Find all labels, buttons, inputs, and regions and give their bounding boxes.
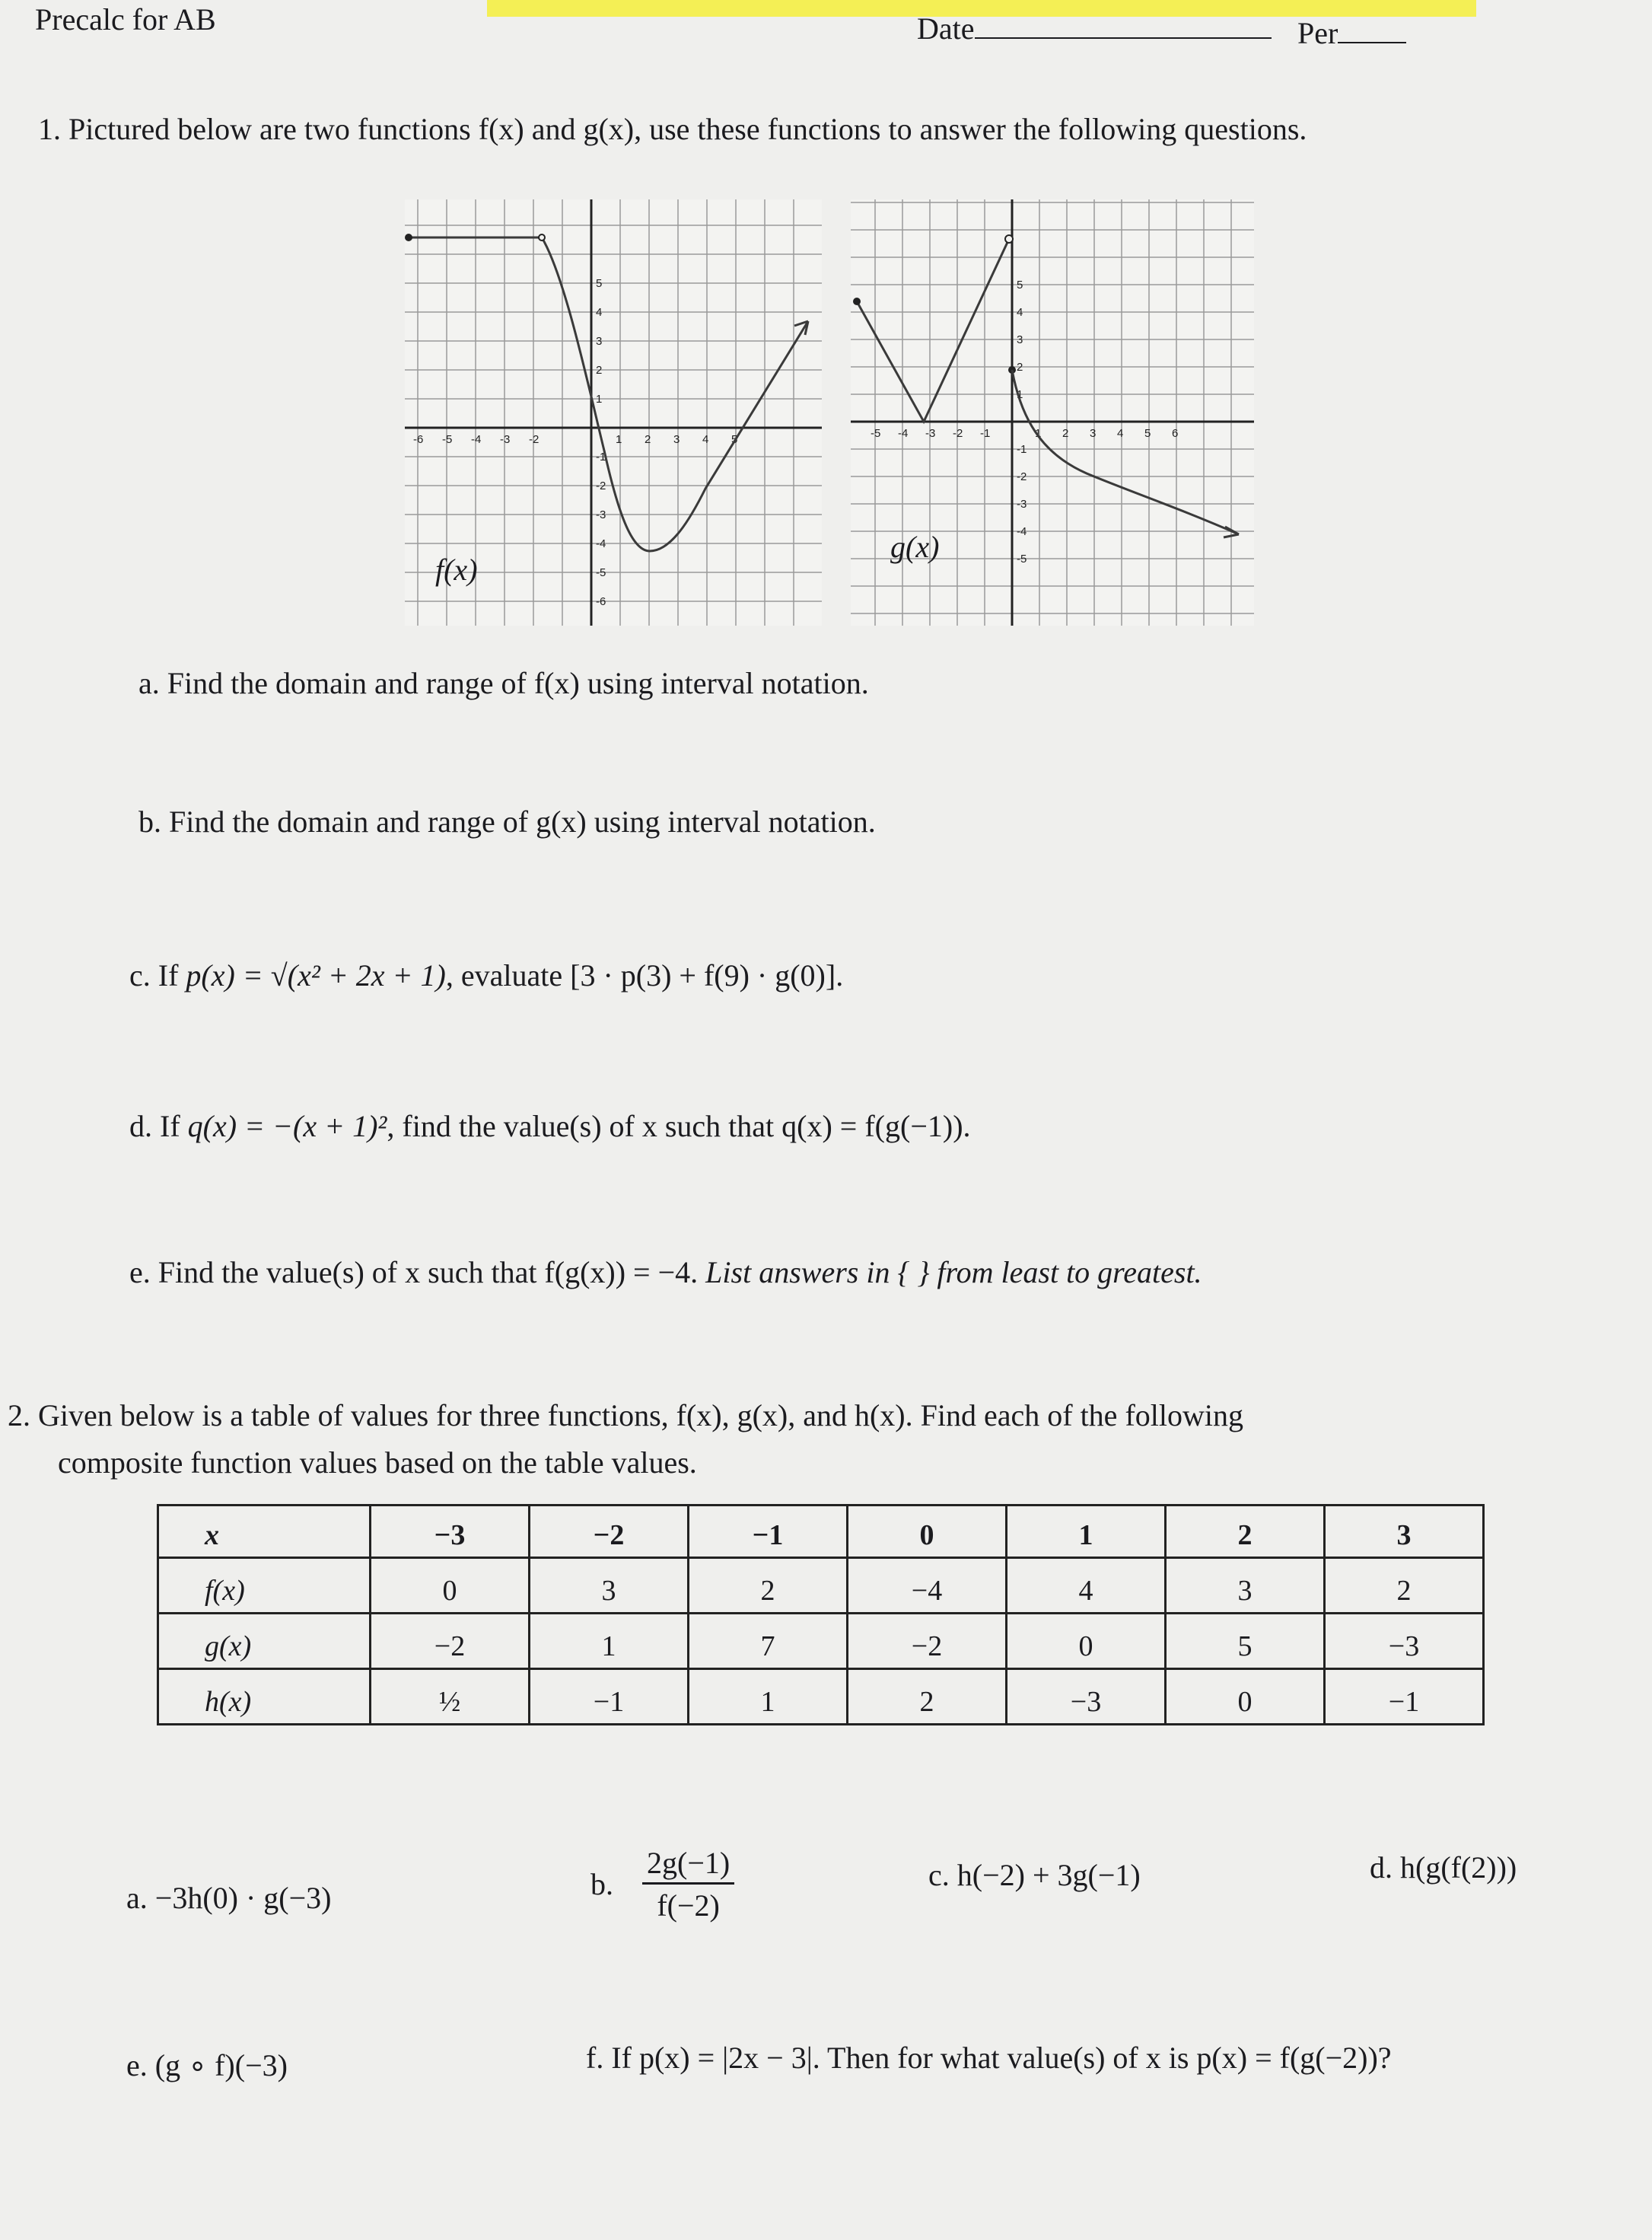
q1-d-function: q(x) = −(x + 1)² bbox=[187, 1109, 387, 1143]
table-row bbox=[158, 1614, 1484, 1669]
table-row-label: f(x) bbox=[158, 1558, 371, 1614]
q2-prompt-line1 bbox=[8, 1397, 1243, 1433]
y-tick-label: -5 bbox=[1017, 553, 1027, 566]
table-cell: 0 bbox=[1007, 1614, 1166, 1669]
x-tick-label: 5 bbox=[1144, 427, 1151, 440]
table-cell: −1 bbox=[530, 1669, 689, 1725]
y-tick-label: -3 bbox=[596, 508, 606, 521]
table-cell: 0 bbox=[1166, 1669, 1325, 1725]
x-tick-label: 2 bbox=[645, 433, 651, 446]
y-tick-label: 3 bbox=[1017, 333, 1023, 346]
x-tick-label: -1 bbox=[980, 427, 991, 440]
f-corner-point bbox=[539, 234, 545, 241]
table-header-x: x bbox=[158, 1506, 371, 1558]
table-cell: 5 bbox=[1166, 1614, 1325, 1669]
table-cell: 7 bbox=[689, 1614, 848, 1669]
table-cell: −1 bbox=[1325, 1669, 1484, 1725]
table-cell: 4 bbox=[1007, 1558, 1166, 1614]
table-cell: −4 bbox=[848, 1558, 1007, 1614]
q2-b-fraction bbox=[642, 1845, 734, 1923]
table-header-cell: −3 bbox=[371, 1506, 530, 1558]
table-row bbox=[158, 1558, 1484, 1614]
table-row-label: h(x) bbox=[158, 1669, 371, 1725]
y-tick-label: 5 bbox=[1017, 279, 1023, 292]
x-tick-label: -3 bbox=[500, 433, 511, 446]
date-label: Date bbox=[917, 11, 975, 46]
graph-g bbox=[851, 199, 1254, 626]
q1-e-main: e. Find the value(s) of x such that f(g(x)) = −4. bbox=[129, 1255, 699, 1289]
q2-b-denominator: f(−2) bbox=[657, 1888, 720, 1923]
values-table-body bbox=[158, 1506, 1484, 1725]
table-header-cell: 3 bbox=[1325, 1506, 1484, 1558]
y-tick-label: 2 bbox=[596, 364, 603, 377]
q1-part-b: b. Find the domain and range of g(x) using interval notation. bbox=[138, 805, 876, 839]
q1-part-a: a. Find the domain and range of f(x) using interval notation. bbox=[138, 666, 869, 700]
f-curve bbox=[409, 237, 808, 551]
values-table bbox=[157, 1504, 1485, 1725]
table-cell: −3 bbox=[1007, 1669, 1166, 1725]
y-tick-label: -6 bbox=[596, 595, 606, 608]
table-header-cell: 0 bbox=[848, 1506, 1007, 1558]
table-header-row bbox=[158, 1506, 1484, 1558]
table-cell: −3 bbox=[1325, 1614, 1484, 1669]
graph-f bbox=[405, 199, 822, 626]
y-tick-label: 4 bbox=[1017, 306, 1023, 319]
table-cell: 2 bbox=[689, 1558, 848, 1614]
q2-part-b bbox=[590, 1845, 734, 1923]
q1-c-evaluate: , evaluate [3 · p(3) + f(9) · g(0)]. bbox=[445, 958, 844, 993]
table-cell: −2 bbox=[848, 1614, 1007, 1669]
q2-part-a: a. −3h(0) · g(−3) bbox=[126, 1881, 332, 1915]
table-header-cell: 1 bbox=[1007, 1506, 1166, 1558]
q1-number: 1. bbox=[38, 112, 61, 146]
y-tick-label: 4 bbox=[596, 306, 603, 319]
x-tick-label: -3 bbox=[925, 427, 936, 440]
graph-f-label: f(x) bbox=[435, 553, 478, 587]
x-tick-label: -2 bbox=[953, 427, 963, 440]
y-tick-label: -2 bbox=[1017, 470, 1027, 483]
table-cell: 3 bbox=[530, 1558, 689, 1614]
q2-number: 2. bbox=[8, 1398, 30, 1432]
x-tick-label: 4 bbox=[702, 433, 709, 446]
date-field[interactable] bbox=[917, 11, 1272, 46]
q1-prompt-text: Pictured below are two functions f(x) and g(x), use these functions to answer the following questions. bbox=[68, 112, 1307, 146]
f-left-endpoint bbox=[405, 234, 412, 241]
x-tick-label: 1 bbox=[616, 433, 622, 446]
y-tick-label: 2 bbox=[1017, 361, 1023, 374]
y-tick-label: -5 bbox=[596, 566, 606, 579]
y-tick-label: -4 bbox=[1017, 525, 1027, 538]
q2-part-f: f. If p(x) = |2x − 3|. Then for what value(s) of x is p(x) = f(g(−2))? bbox=[586, 2041, 1392, 2075]
y-tick-label: -4 bbox=[596, 537, 606, 550]
x-tick-label: -4 bbox=[471, 433, 482, 446]
x-tick-label: 6 bbox=[1172, 427, 1179, 440]
q1-c-function: p(x) = √(x² + 2x + 1) bbox=[186, 958, 446, 993]
q1-d-prefix: d. If bbox=[129, 1109, 180, 1143]
q1-c-prefix: c. If bbox=[129, 958, 179, 993]
q1-part-e bbox=[129, 1254, 1202, 1290]
course-title: Precalc for AB bbox=[35, 2, 216, 37]
table-row-label: g(x) bbox=[158, 1614, 371, 1669]
x-tick-label: 3 bbox=[1090, 427, 1097, 440]
table-cell: 1 bbox=[530, 1614, 689, 1669]
table-cell: 1 bbox=[689, 1669, 848, 1725]
y-tick-label: -3 bbox=[1017, 498, 1027, 511]
q2-prompt-text-1: Given below is a table of values for three functions, f(x), g(x), and h(x). Find each of the following bbox=[38, 1398, 1243, 1432]
x-tick-label: -2 bbox=[529, 433, 540, 446]
q2-b-label: b. bbox=[590, 1867, 613, 1901]
q1-part-d bbox=[129, 1108, 971, 1144]
table-cell: 2 bbox=[848, 1669, 1007, 1725]
x-tick-label: -5 bbox=[871, 427, 881, 440]
period-label: Per bbox=[1297, 16, 1338, 50]
x-tick-label: 5 bbox=[731, 433, 738, 446]
table-header-cell: −2 bbox=[530, 1506, 689, 1558]
x-tick-label: 2 bbox=[1062, 427, 1069, 440]
q1-prompt bbox=[38, 111, 1307, 147]
y-tick-label: 3 bbox=[596, 335, 603, 348]
q2-part-d: d. h(g(f(2))) bbox=[1370, 1850, 1517, 1885]
table-header-cell: −1 bbox=[689, 1506, 848, 1558]
table-cell: 3 bbox=[1166, 1558, 1325, 1614]
x-tick-label: 1 bbox=[1035, 427, 1042, 440]
q2-part-c: c. h(−2) + 3g(−1) bbox=[928, 1858, 1141, 1892]
g-open-point-top bbox=[1005, 235, 1013, 243]
q1-e-note: List answers in { } from least to greatest. bbox=[705, 1255, 1202, 1289]
graph-g-svg bbox=[851, 199, 1254, 626]
q2-b-numerator: 2g(−1) bbox=[642, 1845, 734, 1885]
x-tick-label: 3 bbox=[673, 433, 680, 446]
g-left-endpoint bbox=[853, 298, 861, 305]
table-cell: 2 bbox=[1325, 1558, 1484, 1614]
q1-part-c bbox=[129, 957, 843, 993]
table-cell: ½ bbox=[371, 1669, 530, 1725]
x-tick-label: -6 bbox=[413, 433, 424, 446]
graph-f-svg bbox=[405, 199, 822, 626]
table-cell: −2 bbox=[371, 1614, 530, 1669]
y-tick-label: -1 bbox=[1017, 443, 1027, 456]
y-tick-label: -1 bbox=[596, 451, 606, 464]
y-tick-label: 5 bbox=[596, 277, 603, 290]
x-tick-label: -5 bbox=[442, 433, 453, 446]
table-cell: 0 bbox=[371, 1558, 530, 1614]
x-tick-label: -4 bbox=[898, 427, 909, 440]
date-blank[interactable] bbox=[975, 37, 1272, 39]
table-row bbox=[158, 1669, 1484, 1725]
period-field[interactable] bbox=[1297, 15, 1406, 51]
period-blank[interactable] bbox=[1338, 42, 1406, 43]
table-header-cell: 2 bbox=[1166, 1506, 1325, 1558]
q2-prompt-line2: composite function values based on the table values. bbox=[58, 1445, 697, 1480]
x-tick-label: 4 bbox=[1117, 427, 1124, 440]
y-tick-label: 1 bbox=[1017, 388, 1023, 401]
y-tick-label: -2 bbox=[596, 480, 606, 492]
graph-g-label: g(x) bbox=[890, 530, 940, 564]
q1-d-rest: , find the value(s) of x such that q(x) = f(g(−1)). bbox=[387, 1109, 971, 1143]
q2-part-e: e. (g ∘ f)(−3) bbox=[126, 2048, 288, 2082]
y-tick-label: 1 bbox=[596, 393, 603, 406]
